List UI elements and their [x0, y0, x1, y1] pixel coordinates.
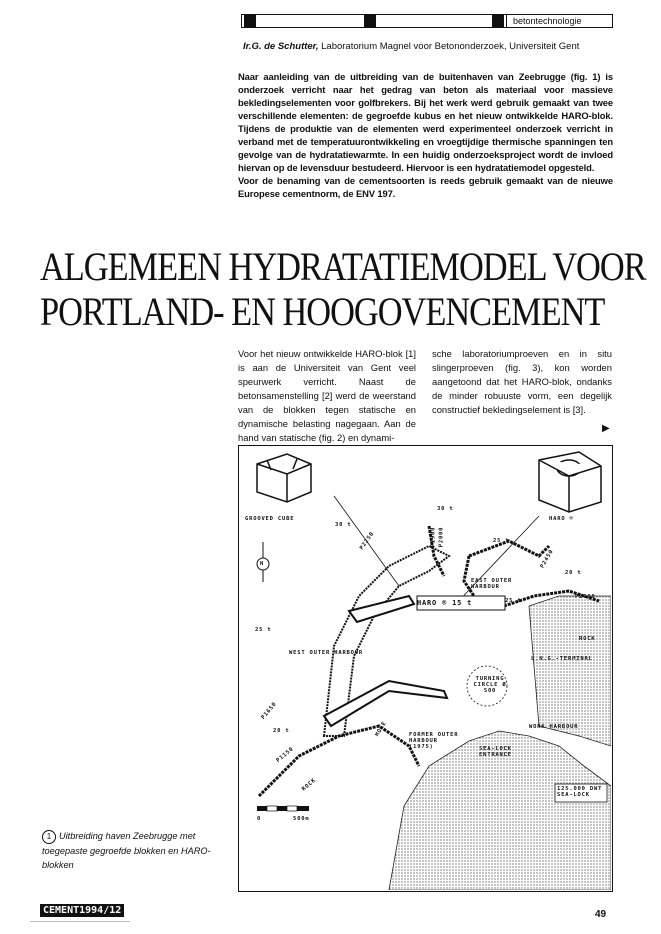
- abstract-paragraph: Voor de benaming van de cementsoorten is reeds gebruik gemaakt van de nieuwe Europese cementnorm, de ENV 197.: [238, 175, 613, 199]
- article-title: [40, 244, 646, 334]
- map-label-west-outer-harbour: WEST OUTER HARBOUR: [289, 650, 364, 656]
- byline: [243, 41, 623, 52]
- map-label-profile: P1900: [430, 526, 437, 548]
- harbour-map-figure: [238, 445, 613, 892]
- section-label: betontechnologie: [506, 15, 612, 27]
- map-label-north: N: [260, 561, 265, 567]
- map-label-profile: P2000: [575, 594, 596, 600]
- page-number: 49: [595, 909, 607, 920]
- body-column-1: [238, 347, 416, 445]
- footer-rule: [30, 921, 130, 922]
- affiliation: Laboratorium Magnel voor Betononderzoek, Universiteit Gent: [318, 41, 580, 52]
- title-line: PORTLAND- EN HOOGOVENCEMENT: [40, 289, 605, 334]
- map-label-rock: ROCK: [579, 636, 596, 642]
- map-label-profile: P1150: [275, 746, 296, 764]
- map-label-lng-terminal: L.N.G.-TERMINAL: [531, 656, 593, 662]
- map-label-former-outer-harbour: FORMER OUTER HARBOUR (1975): [409, 732, 459, 750]
- figure-number: 1: [42, 830, 56, 844]
- grooved-cube-icon: [257, 454, 311, 502]
- map-label-weight: 20 t: [565, 570, 582, 576]
- map-label-east-outer-harbour: EAST OUTER HARBOUR: [471, 578, 513, 590]
- map-label-rock: ROCK: [300, 777, 318, 793]
- title-line: ALGEMEEN HYDRATATIEMODEL VOOR: [40, 244, 646, 289]
- map-scale-start: 0: [257, 816, 262, 822]
- harbour-map-drawing: [239, 446, 611, 890]
- body-text: sche laboratoriumproeven en in situ slingerproeven (fig. 3), kon worden aangetoond dat het HARO-blok, ondanks de minder robuuste vorm, een degelijk constructief bekledingselement is [3].: [432, 348, 612, 415]
- journal-footer: CEMENT1994/12: [40, 904, 124, 917]
- map-label-profile: P2450: [539, 548, 556, 570]
- body-text: Voor het nieuw ontwikkelde HARO-blok [1] is aan de Universiteit van Gent veel speurwerk verricht. Naast de betonsamenstelling [2] werd de weerstand van de blokken tegen statische en dynamische belasting nagegaan. Aan de hand van statische (fig. 2) en dynami-: [238, 348, 416, 443]
- abstract: [238, 70, 613, 200]
- haro-block-icon: [539, 452, 601, 512]
- figure-caption: [42, 829, 222, 872]
- map-scale-end: 500m: [293, 816, 310, 822]
- map-label-weight: 25 t: [255, 627, 272, 633]
- map-label-turning-circle: TURNING CIRCLE Ø 500: [473, 676, 507, 694]
- author: Ir.G. de Schutter,: [243, 41, 319, 52]
- body-column-2: [432, 347, 612, 417]
- caption-text: Uitbreiding haven Zeebrugge met toegepaste gegroefde blokken en HARO-blokken: [42, 831, 211, 870]
- header-block: [492, 15, 504, 27]
- map-label-profile: P2250: [358, 530, 376, 552]
- map-label-weight: 25 t: [505, 598, 522, 604]
- map-label-sea-lock-entrance: SEA-LOCK ENTRANCE: [479, 746, 512, 758]
- map-label-weight: 20 t: [273, 728, 290, 734]
- header-block: [364, 15, 376, 27]
- map-label-sea-lock: 125.000 DWT SEA-LOCK: [557, 786, 603, 798]
- map-label-weight: 30 t: [437, 506, 454, 512]
- map-label-mole: MOLE: [374, 720, 388, 738]
- map-label-haro-weight: HARO ® 15 t: [417, 599, 473, 607]
- section-header-bar: [241, 14, 613, 28]
- scale-bar: [257, 806, 309, 811]
- abstract-paragraph: Naar aanleiding van de uitbreiding van de buitenhaven van Zeebrugge (fig. 1) is onderzoek verricht naar het gedrag van beton als materiaal voor massieve bekledingselementen voor golfbrekers. Bij het werk werd gebruik gemaakt van twee verschillende elementen: de gegroefde kubus en het nieuw ontwikkelde HARO-blok. Tijdens de produktie van de elementen werd experimenteel onderzoek verricht in verband met de temperatuurontwikkeling en vroegtijdige thermische spanningen ten gevolge van de hydratatiewarmte. In een huidig onderzoeksproject wordt de invloed hiervan op de levensduur bestudeerd. Hiervoor is een hydratatiemodel opgesteld.: [238, 71, 613, 173]
- map-label-profile: P2000: [438, 526, 445, 548]
- continue-arrow-icon: ▶: [602, 423, 610, 434]
- map-label-haro: HARO ®: [549, 516, 574, 522]
- map-label-grooved-cube: GROOVED CUBE: [245, 516, 295, 522]
- map-label-weight: 30 t: [335, 522, 352, 528]
- map-label-weight: 25 t: [493, 538, 510, 544]
- header-block: [244, 15, 256, 27]
- map-label-work-harbour: WORK HARBOUR: [529, 724, 579, 730]
- map-label-profile: P1650: [260, 701, 279, 721]
